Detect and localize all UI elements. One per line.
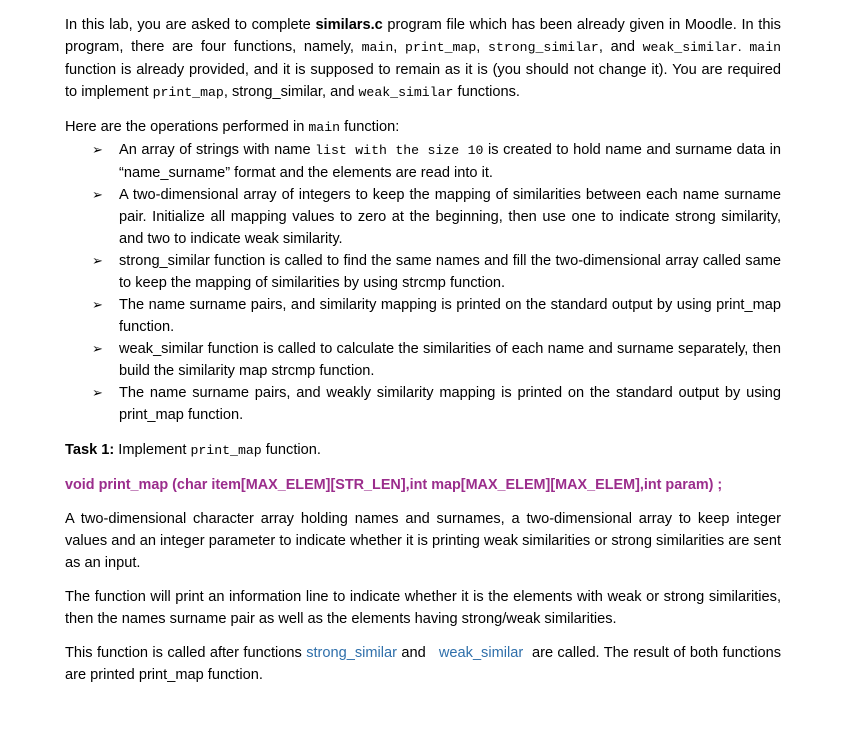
code-strong-similar: strong_similar: [488, 40, 599, 55]
list-item: [92, 250, 781, 294]
code-main: main: [749, 40, 782, 55]
text: are called. The result of both functions are printed print_map function.: [65, 645, 782, 683]
list-item: [92, 184, 781, 250]
arrow-bullet-icon: ➢: [92, 297, 103, 312]
list-item: [92, 338, 781, 382]
document-page: [65, 14, 781, 686]
operations-intro: [65, 116, 781, 139]
text: ,: [476, 39, 489, 55]
description-paragraph: The function will print an information line to indicate whether it is the elements with weak or strong similarities, then the names surname pair as well as the elements having strong/weak similarities.: [65, 589, 781, 627]
code-print-map: print_map: [190, 443, 262, 458]
text: This function is called after functions: [65, 645, 307, 661]
text: Here are the operations performed in: [65, 119, 309, 135]
text: functions.: [453, 84, 520, 100]
operations-list: [65, 139, 781, 426]
text: function:: [340, 119, 400, 135]
text: program file which has been already given in Moodle. In this program, there are four functions, namely,: [65, 17, 781, 55]
code-weak-similar: weak_similar: [642, 40, 738, 55]
description-paragraph: A two-dimensional character array holding names and surnames, a two-dimensional array to keep integer values and an integer parameter to indicate whether it is printing weak similarities or strong similarities are sent as an input.: [65, 511, 781, 571]
text: ,: [223, 84, 232, 100]
text: A two-dimensional array of integers to keep the mapping of similarities between each name surname pair. Initialize all mapping values to zero at the beginning, then use one to indicate strong similarity, and two to indicate weak similarity.: [119, 187, 781, 247]
arrow-bullet-icon: ➢: [92, 142, 103, 157]
code-print-map: print_map: [152, 85, 224, 100]
text: Implement: [114, 442, 191, 458]
arrow-bullet-icon: ➢: [92, 253, 103, 268]
text: The name surname pairs, and similarity mapping is printed on the standard output by using print_map function.: [119, 297, 781, 335]
description-paragraph: [65, 642, 781, 686]
text: function.: [261, 442, 321, 458]
task1-heading: [65, 439, 781, 462]
fn-strong-similar: strong_similar: [306, 645, 398, 661]
text: ,: [393, 39, 406, 55]
text: and: [397, 645, 431, 661]
text: is created to hold name and surname data in “name_surname” format and the elements are read into it.: [119, 142, 781, 181]
text: The name surname pairs, and weakly similarity mapping is printed on the standard output by using print_map function.: [119, 385, 781, 423]
arrow-bullet-icon: ➢: [92, 341, 103, 356]
text: , and: [321, 84, 359, 100]
function-signature: void print_map (char item[MAX_ELEM][STR_LEN],int map[MAX_ELEM][MAX_ELEM],int param) ;: [65, 477, 723, 493]
code-weak-similar: weak_similar: [358, 85, 454, 100]
text: , and: [598, 39, 643, 55]
list-item: [92, 294, 781, 338]
file-name: similars.c: [315, 17, 383, 33]
text: .: [737, 39, 750, 55]
text: strong_similar function is called to find the same names and fill the two-dimensional array called same to keep the mapping of similarities by using strcmp function.: [119, 253, 781, 291]
fn-weak-similar: weak_similar: [438, 645, 524, 661]
code-list-decl: list with the size 10: [315, 143, 484, 158]
intro-paragraph: [65, 14, 781, 104]
task-label: Task 1:: [65, 442, 115, 458]
code-main: main: [308, 120, 341, 135]
code-strong-similar: strong_similar: [231, 84, 322, 100]
code-print-map: print_map: [405, 40, 477, 55]
text: In this lab, you are asked to complete: [65, 17, 316, 33]
text: weak_similar function is called to calculate the similarities of each name and surname separately, then build the similarity map strcmp function.: [119, 341, 781, 379]
list-item: [92, 139, 781, 184]
text: function is already provided, and it is supposed to remain as it is (you should not change it). You are required to implement: [65, 62, 781, 100]
list-item: [92, 382, 781, 426]
text: An array of strings with name: [119, 142, 316, 158]
arrow-bullet-icon: ➢: [92, 187, 103, 202]
arrow-bullet-icon: ➢: [92, 385, 103, 400]
code-main: main: [361, 40, 394, 55]
